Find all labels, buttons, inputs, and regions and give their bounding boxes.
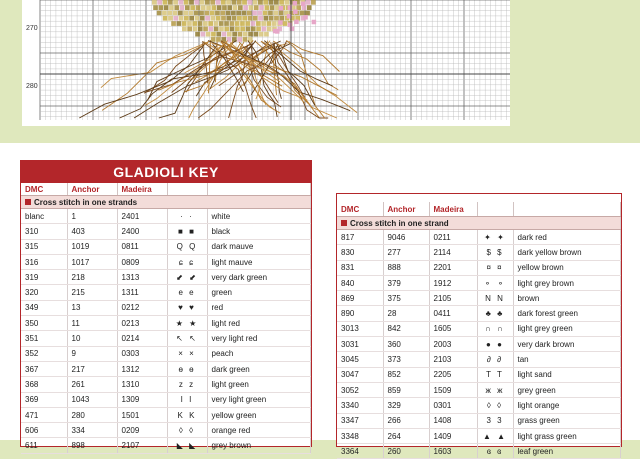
cell-name: grey green (513, 382, 621, 397)
cell-dmc: 320 (21, 285, 67, 300)
cell-symbol: ◣ ◣ (167, 438, 207, 453)
cell-name: peach (207, 346, 311, 361)
cell-madeira: 2401 (117, 209, 167, 224)
cell-symbol: $ $ (477, 245, 513, 260)
cell-symbol: × × (167, 346, 207, 361)
table-row (21, 392, 311, 407)
cell-dmc: 611 (21, 438, 67, 453)
cell-dmc: 368 (21, 377, 67, 392)
cell-dmc: 817 (337, 230, 383, 245)
cell-dmc: 310 (21, 224, 67, 239)
cell-name: yellow green (207, 407, 311, 422)
table-row (337, 230, 621, 245)
column-header-dmc: DMC (21, 183, 67, 196)
cell-madeira: 0411 (429, 306, 477, 321)
cell-anchor: 403 (67, 224, 117, 239)
cell-symbol: ♣ ♣ (477, 306, 513, 321)
cell-dmc: 316 (21, 254, 67, 269)
column-header-madeira: Madeira (429, 202, 477, 217)
cell-name: light grey green (513, 321, 621, 336)
cell-dmc: 315 (21, 239, 67, 254)
cell-anchor: 218 (67, 270, 117, 285)
cell-madeira: 2114 (429, 245, 477, 260)
cell-name: dark red (513, 230, 621, 245)
table-row (21, 438, 311, 453)
cell-madeira: 0809 (117, 254, 167, 269)
table-row (21, 300, 311, 315)
cell-anchor: 1017 (67, 254, 117, 269)
cell-anchor: 277 (383, 245, 429, 260)
cell-name: green (207, 285, 311, 300)
cell-madeira: 0301 (429, 398, 477, 413)
cell-dmc: 3047 (337, 367, 383, 382)
cell-symbol: ★ ★ (167, 316, 207, 331)
cell-symbol: ◊ ◊ (167, 423, 207, 438)
cell-anchor: 379 (383, 275, 429, 290)
cell-dmc: 606 (21, 423, 67, 438)
cell-anchor: 898 (67, 438, 117, 453)
cell-anchor: 10 (67, 331, 117, 346)
cell-symbol: 3 3 (477, 413, 513, 428)
cell-anchor: 217 (67, 361, 117, 376)
cell-name: very dark brown (513, 337, 621, 352)
table-row (337, 275, 621, 290)
cell-dmc: 840 (337, 275, 383, 290)
cell-dmc: 471 (21, 407, 67, 422)
cell-madeira: 1312 (117, 361, 167, 376)
cell-symbol: ɵ ɵ (167, 361, 207, 376)
cell-symbol: ɞ ɞ (477, 444, 513, 459)
cell-dmc: 352 (21, 346, 67, 361)
table-row (21, 285, 311, 300)
cell-madeira: 1408 (429, 413, 477, 428)
column-header-madeira: Madeira (117, 183, 167, 196)
cell-name: light sand (513, 367, 621, 382)
cell-madeira: 2107 (117, 438, 167, 453)
section-row (337, 217, 621, 230)
cell-name: light green (207, 377, 311, 392)
cell-symbol: ɕ ɕ (167, 254, 207, 269)
cell-madeira: 0212 (117, 300, 167, 315)
cell-madeira: 1603 (429, 444, 477, 459)
cell-name: light red (207, 316, 311, 331)
cell-name: dark yellow brown (513, 245, 621, 260)
table-row (21, 224, 311, 239)
cell-anchor: 261 (67, 377, 117, 392)
cell-name: light mauve (207, 254, 311, 269)
cell-dmc: blanc (21, 209, 67, 224)
gladioli-key-left (20, 160, 312, 451)
column-header-name (513, 202, 621, 217)
cell-dmc: 3347 (337, 413, 383, 428)
cell-name: white (207, 209, 311, 224)
cell-name: grass green (513, 413, 621, 428)
cell-name: tan (513, 352, 621, 367)
key-table-left (21, 183, 311, 454)
column-header-dmc: DMC (337, 202, 383, 217)
cell-name: yellow brown (513, 260, 621, 275)
cell-dmc: 890 (337, 306, 383, 321)
table-row (21, 423, 311, 438)
cell-anchor: 215 (67, 285, 117, 300)
cell-anchor: 373 (383, 352, 429, 367)
cell-madeira: 1509 (429, 382, 477, 397)
table-row (337, 245, 621, 260)
cell-dmc: 369 (21, 392, 67, 407)
cell-anchor: 360 (383, 337, 429, 352)
cell-name: light orange (513, 398, 621, 413)
cell-name: grey brown (207, 438, 311, 453)
cell-name: dark forest green (513, 306, 621, 321)
column-header-symbol (167, 183, 207, 196)
cell-dmc: 830 (337, 245, 383, 260)
cell-anchor: 888 (383, 260, 429, 275)
key-title: GLADIOLI KEY (21, 161, 311, 183)
cell-dmc: 3013 (337, 321, 383, 336)
cell-dmc: 3031 (337, 337, 383, 352)
cell-name: dark mauve (207, 239, 311, 254)
cell-dmc: 3348 (337, 428, 383, 443)
section-row (21, 196, 311, 209)
table-row (337, 398, 621, 413)
cell-name: orange red (207, 423, 311, 438)
cell-name: very light green (207, 392, 311, 407)
table-row (337, 428, 621, 443)
column-header-symbol (477, 202, 513, 217)
cell-symbol: ♥ ♥ (167, 300, 207, 315)
cell-dmc: 367 (21, 361, 67, 376)
cell-dmc: 349 (21, 300, 67, 315)
cell-anchor: 13 (67, 300, 117, 315)
cell-symbol: T T (477, 367, 513, 382)
table-row (337, 352, 621, 367)
cell-dmc: 319 (21, 270, 67, 285)
cell-dmc: 3364 (337, 444, 383, 459)
cell-symbol: ✦ ✦ (477, 230, 513, 245)
chart-row-label: 270 (26, 25, 38, 32)
cell-anchor: 280 (67, 407, 117, 422)
table-row (337, 321, 621, 336)
table-row (21, 254, 311, 269)
table-row (337, 291, 621, 306)
cell-name: leaf green (513, 444, 621, 459)
cell-name: light grass green (513, 428, 621, 443)
table-row (21, 239, 311, 254)
cell-madeira: 1501 (117, 407, 167, 422)
cell-name: very dark green (207, 270, 311, 285)
cell-symbol: ↖ ↖ (167, 331, 207, 346)
table-row (337, 337, 621, 352)
cell-madeira: 1310 (117, 377, 167, 392)
cell-madeira: 0211 (429, 230, 477, 245)
table-row (337, 260, 621, 275)
cell-madeira: 1912 (429, 275, 477, 290)
cell-symbol: e e (167, 285, 207, 300)
cell-madeira: 2400 (117, 224, 167, 239)
cell-anchor: 329 (383, 398, 429, 413)
cell-anchor: 266 (383, 413, 429, 428)
cell-symbol: ● ● (477, 337, 513, 352)
square-bullet-icon (341, 220, 347, 226)
cell-anchor: 260 (383, 444, 429, 459)
cell-anchor: 842 (383, 321, 429, 336)
cell-madeira: 0213 (117, 316, 167, 331)
cell-dmc: 3045 (337, 352, 383, 367)
table-row (21, 377, 311, 392)
cell-symbol: · · (167, 209, 207, 224)
cell-dmc: 3340 (337, 398, 383, 413)
cell-anchor: 852 (383, 367, 429, 382)
cell-name: light grey brown (513, 275, 621, 290)
cell-symbol: ▲ ▲ (477, 428, 513, 443)
table-row (21, 316, 311, 331)
cell-anchor: 11 (67, 316, 117, 331)
cell-anchor: 28 (383, 306, 429, 321)
cell-dmc: 350 (21, 316, 67, 331)
table-row (21, 209, 311, 224)
cell-anchor: 859 (383, 382, 429, 397)
cell-symbol: z z (167, 377, 207, 392)
cell-madeira: 1313 (117, 270, 167, 285)
section-label: Cross stitch in one strands (34, 197, 138, 207)
cell-dmc: 3052 (337, 382, 383, 397)
table-row (337, 382, 621, 397)
chart-grid (22, 0, 510, 126)
cell-name: red (207, 300, 311, 315)
cell-name: very light red (207, 331, 311, 346)
table-row (21, 346, 311, 361)
cell-symbol: ⚬ ⚬ (477, 275, 513, 290)
cell-name: brown (513, 291, 621, 306)
table-row (21, 270, 311, 285)
cell-anchor: 1 (67, 209, 117, 224)
table-row (337, 444, 621, 459)
cell-madeira: 2201 (429, 260, 477, 275)
cell-madeira: 0209 (117, 423, 167, 438)
cell-symbol: ж ж (477, 382, 513, 397)
key-table-right (337, 202, 621, 459)
cell-symbol: ¤ ¤ (477, 260, 513, 275)
table-row (21, 361, 311, 376)
cell-anchor: 9 (67, 346, 117, 361)
column-header-anchor: Anchor (383, 202, 429, 217)
cross-stitch-chart (22, 0, 510, 126)
cell-dmc: 831 (337, 260, 383, 275)
table-row (337, 306, 621, 321)
cell-anchor: 375 (383, 291, 429, 306)
table-row (21, 407, 311, 422)
cell-madeira: 2003 (429, 337, 477, 352)
cell-madeira: 1311 (117, 285, 167, 300)
cell-symbol: N N (477, 291, 513, 306)
cell-symbol: ■ ■ (167, 224, 207, 239)
cell-madeira: 1309 (117, 392, 167, 407)
cell-madeira: 1605 (429, 321, 477, 336)
chart-row-label: 280 (26, 83, 38, 90)
cell-anchor: 264 (383, 428, 429, 443)
section-label: Cross stitch in one strand (350, 218, 449, 228)
cell-anchor: 334 (67, 423, 117, 438)
cell-dmc: 869 (337, 291, 383, 306)
cell-symbol: ∂ ∂ (477, 352, 513, 367)
cell-symbol: ◊ ◊ (477, 398, 513, 413)
cell-madeira: 0811 (117, 239, 167, 254)
cell-symbol: ⬋ ⬋ (167, 270, 207, 285)
cell-anchor: 1043 (67, 392, 117, 407)
cell-dmc: 351 (21, 331, 67, 346)
column-header-name (207, 183, 311, 196)
cell-madeira: 1409 (429, 428, 477, 443)
gladioli-key-right (336, 193, 622, 456)
square-bullet-icon (25, 199, 31, 205)
cell-madeira: 0303 (117, 346, 167, 361)
column-header-anchor: Anchor (67, 183, 117, 196)
cell-symbol: I I (167, 392, 207, 407)
cell-name: dark green (207, 361, 311, 376)
cell-madeira: 2205 (429, 367, 477, 382)
cell-symbol: Q Q (167, 239, 207, 254)
cell-symbol: ∩ ∩ (477, 321, 513, 336)
cell-anchor: 1019 (67, 239, 117, 254)
table-row (21, 331, 311, 346)
cell-name: black (207, 224, 311, 239)
table-row (337, 413, 621, 428)
cell-madeira: 0214 (117, 331, 167, 346)
cell-madeira: 2105 (429, 291, 477, 306)
table-row (337, 367, 621, 382)
cell-anchor: 9046 (383, 230, 429, 245)
cell-symbol: K K (167, 407, 207, 422)
key-top-spacer (337, 194, 621, 202)
cell-madeira: 2103 (429, 352, 477, 367)
